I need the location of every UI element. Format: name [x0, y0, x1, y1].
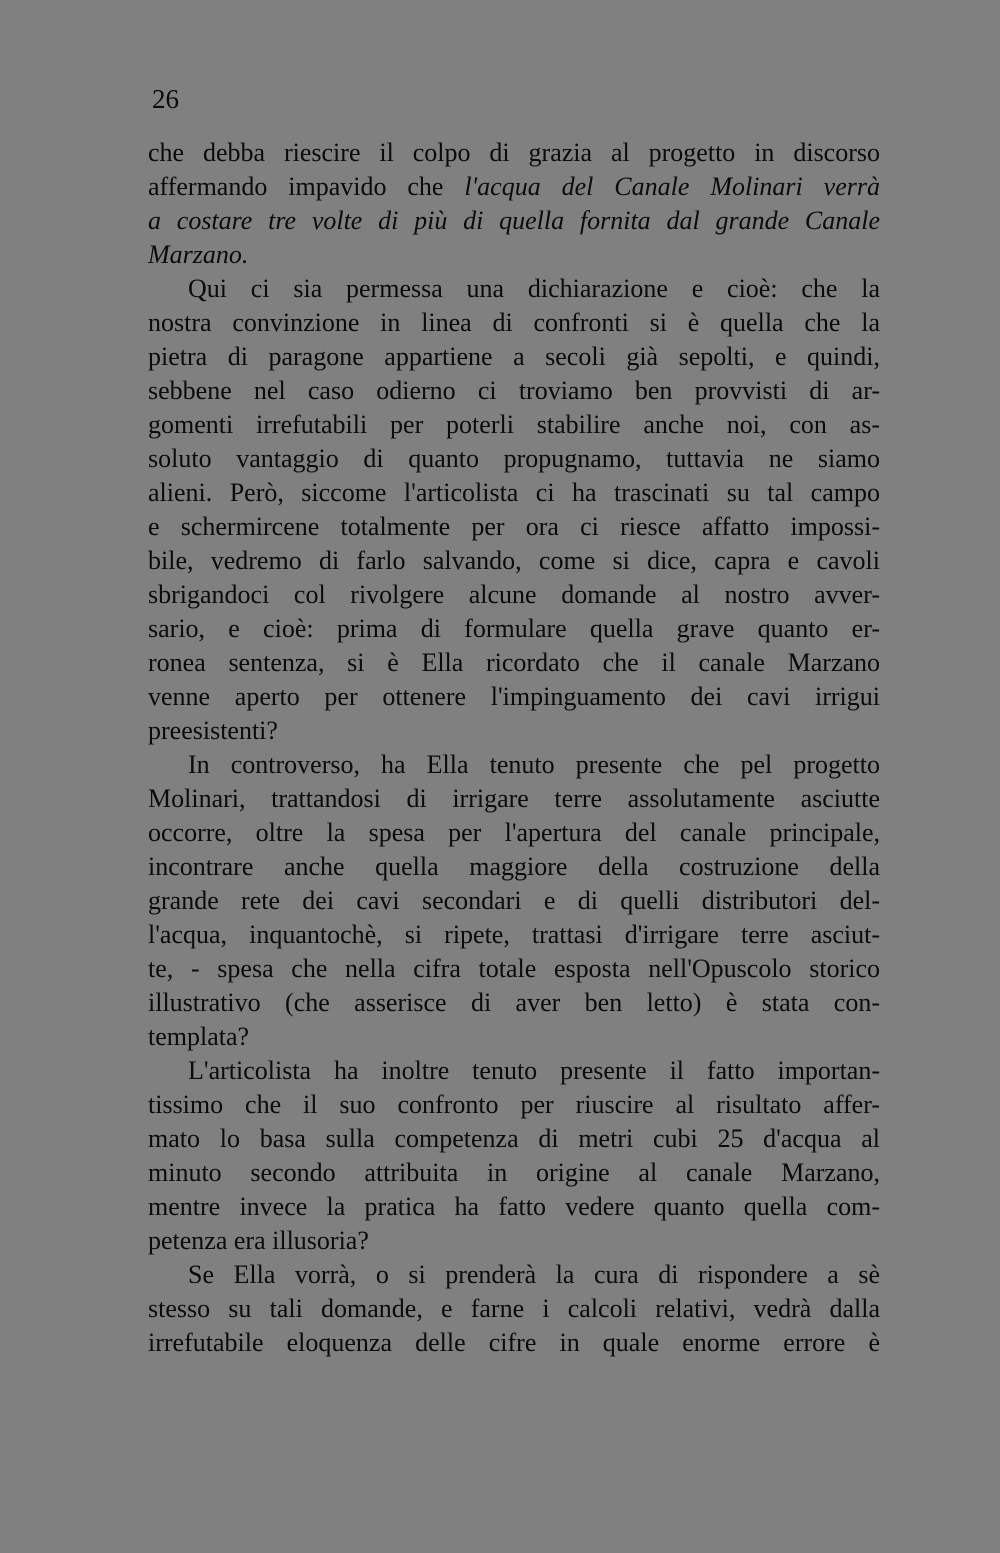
text-line [148, 782, 880, 816]
text-segment: Qui ci sia permessa una dichiarazione e cioè: che la [188, 274, 880, 303]
text-line [148, 1190, 880, 1224]
text-line [148, 918, 880, 952]
text-line [148, 850, 880, 884]
text-line [148, 408, 880, 442]
text-line [148, 306, 880, 340]
text-segment: preesistenti? [148, 716, 278, 745]
text-segment: sario, e cioè: prima di formulare quella grave quanto er- [148, 614, 880, 643]
text-segment: templata? [148, 1022, 250, 1051]
text-line [148, 1020, 880, 1054]
text-segment: e schermircene totalmente per ora ci riesce affatto impossi- [148, 512, 880, 541]
text-line [148, 952, 880, 986]
text-line [148, 816, 880, 850]
text-segment: grande rete dei cavi secondari e di quelli distributori del- [148, 886, 880, 915]
text-segment: sebbene nel caso odierno ci troviamo ben provvisti di ar- [148, 376, 880, 405]
text-line [148, 714, 880, 748]
text-line [148, 1054, 880, 1088]
text-line [148, 986, 880, 1020]
text-segment: incontrare anche quella maggiore della costruzione della [148, 852, 880, 881]
text-line [148, 612, 880, 646]
text-line [148, 578, 880, 612]
text-segment: sbrigandoci col rivolgere alcune domande al nostro avver- [148, 580, 880, 609]
text-segment: pietra di paragone appartiene a secoli già sepolti, e quindi, [148, 342, 880, 371]
text-segment: bile, vedremo di farlo salvando, come si dice, capra e cavoli [148, 546, 880, 575]
text-segment: nostra convinzione in linea di confronti si è quella che la [148, 308, 880, 337]
text-segment: ronea sentenza, si è Ella ricordato che il canale Marzano [148, 648, 880, 677]
text-line [148, 884, 880, 918]
text-segment: te, - spesa che nella cifra totale esposta nell'Opuscolo storico [148, 954, 880, 983]
text-segment: Molinari, trattandosi di irrigare terre assolutamente asciutte [148, 784, 880, 813]
text-line [148, 476, 880, 510]
text-line [148, 646, 880, 680]
text-segment: petenza era illusoria? [148, 1226, 369, 1255]
text-line [148, 1088, 880, 1122]
text-line [148, 238, 880, 272]
text-segment: irrefutabile eloquenza delle cifre in quale enorme errore è [148, 1328, 880, 1357]
text-segment: soluto vantaggio di quanto propugnamo, tuttavia ne siamo [148, 444, 880, 473]
text-line [148, 510, 880, 544]
text-segment: alieni. Però, siccome l'articolista ci ha trascinati su tal campo [148, 478, 880, 507]
text-segment: L'articolista ha inoltre tenuto presente il fatto importan- [188, 1056, 880, 1085]
italic-text-segment: a costare tre volte di più di quella fornita dal grande Canale [148, 206, 880, 235]
text-segment: affermando impavido che [148, 172, 465, 201]
text-line [148, 1156, 880, 1190]
text-line [148, 748, 880, 782]
text-line [148, 204, 880, 238]
text-line [148, 170, 880, 204]
text-segment: mato lo basa sulla competenza di metri cubi 25 d'acqua al [148, 1124, 880, 1153]
text-segment: che debba riescire il colpo di grazia al progetto in discorso [148, 138, 880, 167]
text-line [148, 1224, 880, 1258]
text-segment: venne aperto per ottenere l'impinguamento dei cavi irrigui [148, 682, 880, 711]
text-line [148, 1292, 880, 1326]
text-line [148, 374, 880, 408]
text-segment: minuto secondo attribuita in origine al canale Marzano, [148, 1158, 880, 1187]
text-segment: l'acqua, inquantochè, si ripete, trattasi d'irrigare terre asciut- [148, 920, 880, 949]
text-segment: tissimo che il suo confronto per riuscire al risultato affer- [148, 1090, 880, 1119]
text-segment: stesso su tali domande, e farne i calcoli relativi, vedrà dalla [148, 1294, 880, 1323]
text-line [148, 136, 880, 170]
text-line [148, 1258, 880, 1292]
text-line [148, 442, 880, 476]
text-segment: occorre, oltre la spesa per l'apertura del canale principale, [148, 818, 880, 847]
text-line [148, 1326, 880, 1360]
text-line [148, 1122, 880, 1156]
italic-text-segment: Marzano. [148, 240, 249, 269]
italic-text-segment: l'acqua del Canale Molinari verrà [464, 172, 880, 201]
text-segment: Se Ella vorrà, o si prenderà la cura di rispondere a sè [188, 1260, 880, 1289]
page-number: 26 [152, 84, 179, 114]
text-line [148, 680, 880, 714]
text-line [148, 544, 880, 578]
text-segment: illustrativo (che asserisce di aver ben letto) è stata con- [148, 988, 880, 1017]
text-segment: gomenti irrefutabili per poterli stabilire anche noi, con as- [148, 410, 880, 439]
text-line [148, 272, 880, 306]
body-text [148, 136, 880, 1360]
text-line [148, 340, 880, 374]
text-segment: In controverso, ha Ella tenuto presente che pel progetto [188, 750, 880, 779]
text-segment: mentre invece la pratica ha fatto vedere quanto quella com- [148, 1192, 880, 1221]
